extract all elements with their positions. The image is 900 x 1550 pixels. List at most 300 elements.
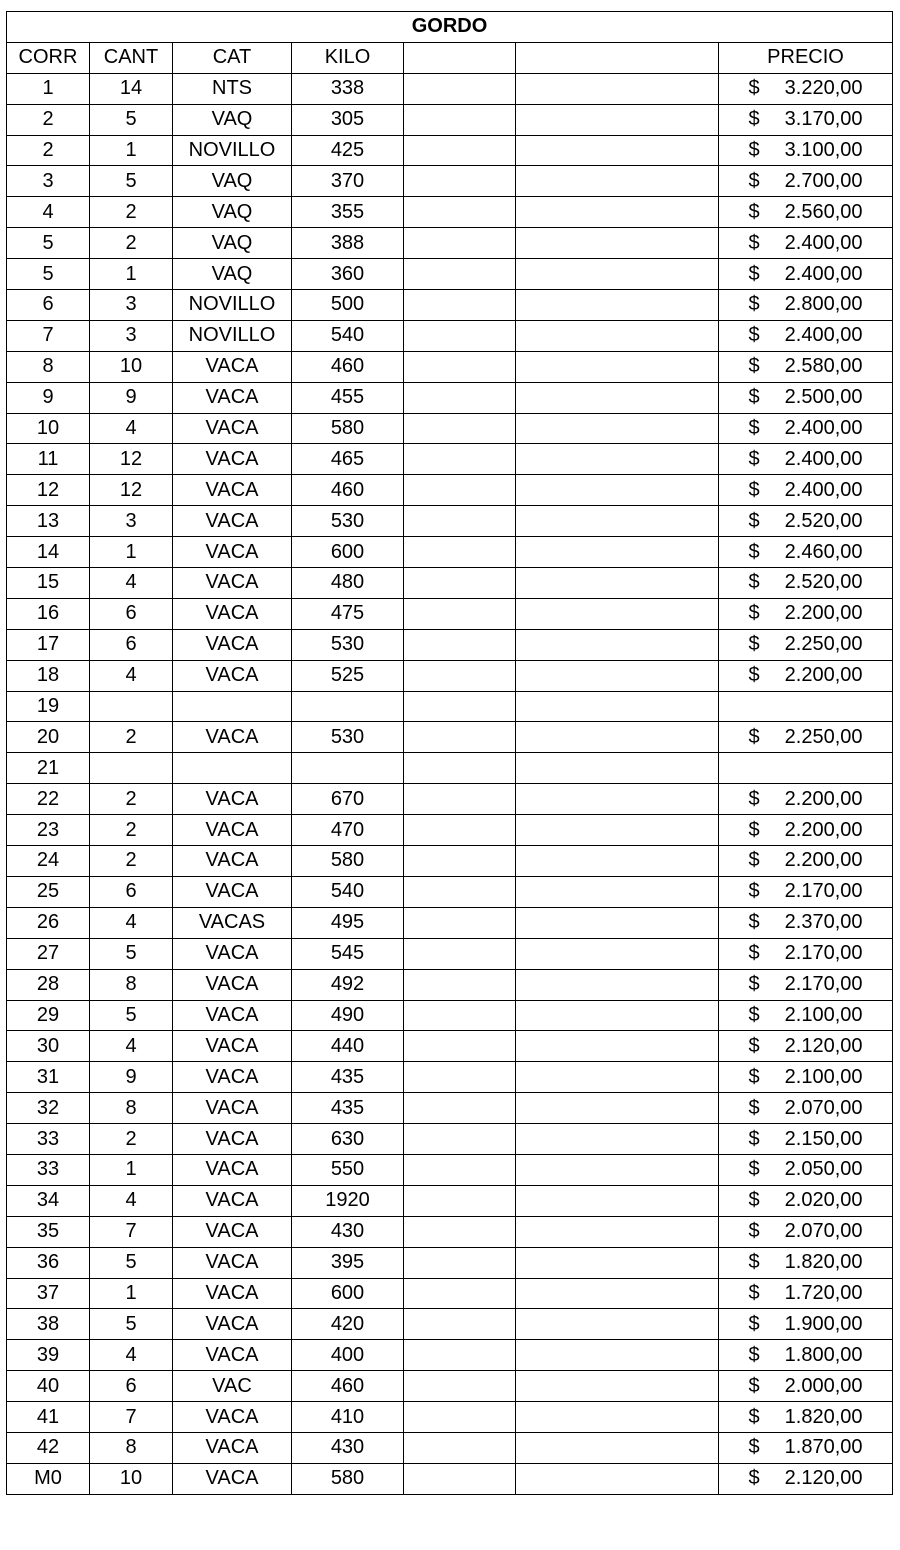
kilo-cell: 305 bbox=[292, 104, 404, 135]
corr-cell: 5 bbox=[7, 228, 90, 259]
kilo-cell: 600 bbox=[292, 537, 404, 568]
cat-cell: VACA bbox=[173, 1216, 292, 1247]
empty-cell bbox=[516, 1278, 719, 1309]
currency-symbol: $ bbox=[748, 1003, 760, 1026]
currency-symbol: $ bbox=[748, 324, 760, 347]
corr-cell: 3 bbox=[7, 166, 90, 197]
empty-cell bbox=[516, 1124, 719, 1155]
precio-cell bbox=[719, 1432, 893, 1463]
cant-cell: 2 bbox=[90, 228, 173, 259]
empty-cell bbox=[516, 1216, 719, 1247]
header-precio: PRECIO bbox=[719, 42, 893, 73]
kilo-cell: 430 bbox=[292, 1432, 404, 1463]
currency-symbol: $ bbox=[748, 1343, 760, 1366]
cat-cell: VACA bbox=[173, 1031, 292, 1062]
empty-cell bbox=[404, 598, 516, 629]
precio-cell bbox=[719, 290, 893, 321]
currency-symbol: $ bbox=[748, 633, 760, 656]
price-amount: 2.200,00 bbox=[784, 849, 863, 872]
table-row bbox=[7, 135, 893, 166]
empty-cell bbox=[516, 938, 719, 969]
price-amount: 2.200,00 bbox=[784, 664, 863, 687]
currency-symbol: $ bbox=[748, 478, 760, 501]
currency-symbol: $ bbox=[748, 447, 760, 470]
empty-cell bbox=[516, 1340, 719, 1371]
precio-cell bbox=[719, 382, 893, 413]
table-row bbox=[7, 660, 893, 691]
corr-cell: 24 bbox=[7, 846, 90, 877]
precio-cell bbox=[719, 815, 893, 846]
cant-cell: 2 bbox=[90, 197, 173, 228]
currency-symbol: $ bbox=[748, 1034, 760, 1057]
table-row bbox=[7, 722, 893, 753]
cant-cell: 3 bbox=[90, 506, 173, 537]
kilo-cell bbox=[292, 691, 404, 722]
price-amount: 2.100,00 bbox=[784, 1003, 863, 1026]
cant-cell: 6 bbox=[90, 629, 173, 660]
precio-cell bbox=[719, 568, 893, 599]
kilo-cell: 425 bbox=[292, 135, 404, 166]
corr-cell: 42 bbox=[7, 1432, 90, 1463]
empty-cell bbox=[516, 1154, 719, 1185]
table-row bbox=[7, 444, 893, 475]
corr-cell: 16 bbox=[7, 598, 90, 629]
table-row bbox=[7, 73, 893, 104]
price-amount: 1.870,00 bbox=[784, 1436, 863, 1459]
precio-cell bbox=[719, 259, 893, 290]
cat-cell: VAQ bbox=[173, 104, 292, 135]
price-amount: 2.250,00 bbox=[784, 633, 863, 656]
corr-cell: 36 bbox=[7, 1247, 90, 1278]
kilo-cell: 435 bbox=[292, 1062, 404, 1093]
precio-cell bbox=[719, 1031, 893, 1062]
precio-cell bbox=[719, 1309, 893, 1340]
currency-symbol: $ bbox=[748, 571, 760, 594]
empty-cell bbox=[516, 259, 719, 290]
cant-cell: 1 bbox=[90, 259, 173, 290]
price-amount: 2.370,00 bbox=[784, 911, 863, 934]
cant-cell bbox=[90, 691, 173, 722]
empty-cell bbox=[404, 1463, 516, 1494]
currency-symbol: $ bbox=[748, 1065, 760, 1088]
currency-symbol: $ bbox=[748, 200, 760, 223]
corr-cell: 41 bbox=[7, 1402, 90, 1433]
cat-cell: VACA bbox=[173, 475, 292, 506]
cant-cell: 1 bbox=[90, 135, 173, 166]
corr-cell: 2 bbox=[7, 104, 90, 135]
table-row bbox=[7, 1000, 893, 1031]
empty-cell bbox=[404, 568, 516, 599]
cat-cell: VACA bbox=[173, 1124, 292, 1155]
empty-cell bbox=[516, 228, 719, 259]
corr-cell: 9 bbox=[7, 382, 90, 413]
cant-cell: 6 bbox=[90, 876, 173, 907]
table-row bbox=[7, 1247, 893, 1278]
empty-cell bbox=[404, 1278, 516, 1309]
price-amount: 2.400,00 bbox=[784, 262, 863, 285]
corr-cell: 39 bbox=[7, 1340, 90, 1371]
cat-cell: VACA bbox=[173, 1154, 292, 1185]
cant-cell: 4 bbox=[90, 413, 173, 444]
cat-cell: VACA bbox=[173, 1093, 292, 1124]
price-amount: 2.200,00 bbox=[784, 787, 863, 810]
kilo-cell: 580 bbox=[292, 1463, 404, 1494]
empty-cell bbox=[404, 938, 516, 969]
price-amount: 2.070,00 bbox=[784, 1220, 863, 1243]
kilo-cell: 492 bbox=[292, 969, 404, 1000]
precio-cell bbox=[719, 722, 893, 753]
price-amount: 2.700,00 bbox=[784, 169, 863, 192]
corr-cell: 5 bbox=[7, 259, 90, 290]
currency-symbol: $ bbox=[748, 355, 760, 378]
table-row bbox=[7, 1062, 893, 1093]
empty-cell bbox=[404, 1154, 516, 1185]
empty-cell bbox=[516, 444, 719, 475]
empty-cell bbox=[404, 907, 516, 938]
table-row bbox=[7, 846, 893, 877]
table-title: GORDO bbox=[7, 12, 893, 43]
empty-cell bbox=[516, 1432, 719, 1463]
kilo-cell: 460 bbox=[292, 475, 404, 506]
cant-cell: 5 bbox=[90, 104, 173, 135]
price-amount: 1.900,00 bbox=[784, 1312, 863, 1335]
kilo-cell: 355 bbox=[292, 197, 404, 228]
corr-cell: 33 bbox=[7, 1154, 90, 1185]
price-amount: 2.170,00 bbox=[784, 880, 863, 903]
corr-cell: 32 bbox=[7, 1093, 90, 1124]
empty-cell bbox=[516, 753, 719, 784]
table-row bbox=[7, 413, 893, 444]
empty-cell bbox=[404, 320, 516, 351]
precio-cell bbox=[719, 1093, 893, 1124]
corr-cell: 10 bbox=[7, 413, 90, 444]
kilo-cell: 435 bbox=[292, 1093, 404, 1124]
kilo-cell: 530 bbox=[292, 722, 404, 753]
cat-cell: NTS bbox=[173, 73, 292, 104]
cat-cell bbox=[173, 691, 292, 722]
empty-cell bbox=[516, 1309, 719, 1340]
corr-cell: 40 bbox=[7, 1371, 90, 1402]
price-amount: 1.720,00 bbox=[784, 1281, 863, 1304]
currency-symbol: $ bbox=[748, 942, 760, 965]
header-corr: CORR bbox=[7, 42, 90, 73]
currency-symbol: $ bbox=[748, 725, 760, 748]
table-row bbox=[7, 290, 893, 321]
corr-cell: 17 bbox=[7, 629, 90, 660]
empty-cell bbox=[404, 691, 516, 722]
cant-cell: 2 bbox=[90, 1124, 173, 1155]
cant-cell: 12 bbox=[90, 475, 173, 506]
precio-cell bbox=[719, 135, 893, 166]
precio-cell bbox=[719, 1216, 893, 1247]
empty-cell bbox=[404, 1124, 516, 1155]
price-amount: 2.500,00 bbox=[784, 386, 863, 409]
corr-cell: 2 bbox=[7, 135, 90, 166]
empty-cell bbox=[404, 290, 516, 321]
cant-cell: 3 bbox=[90, 320, 173, 351]
price-amount: 2.400,00 bbox=[784, 478, 863, 501]
table-row bbox=[7, 969, 893, 1000]
cant-cell: 12 bbox=[90, 444, 173, 475]
table-row bbox=[7, 1031, 893, 1062]
cant-cell: 5 bbox=[90, 1309, 173, 1340]
table-row bbox=[7, 938, 893, 969]
empty-cell bbox=[404, 135, 516, 166]
table-row bbox=[7, 1185, 893, 1216]
price-amount: 2.120,00 bbox=[784, 1467, 863, 1490]
kilo-cell: 530 bbox=[292, 506, 404, 537]
table-row bbox=[7, 228, 893, 259]
price-amount: 2.020,00 bbox=[784, 1189, 863, 1212]
cat-cell: VACA bbox=[173, 537, 292, 568]
currency-symbol: $ bbox=[748, 1189, 760, 1212]
cant-cell: 1 bbox=[90, 537, 173, 568]
table-row bbox=[7, 691, 893, 722]
empty-cell bbox=[404, 1185, 516, 1216]
table-row bbox=[7, 1371, 893, 1402]
cat-cell: VACA bbox=[173, 876, 292, 907]
empty-cell bbox=[516, 598, 719, 629]
price-amount: 2.170,00 bbox=[784, 973, 863, 996]
kilo-cell: 495 bbox=[292, 907, 404, 938]
empty-cell bbox=[516, 1371, 719, 1402]
cant-cell: 6 bbox=[90, 598, 173, 629]
price-amount: 2.400,00 bbox=[784, 324, 863, 347]
price-amount: 1.820,00 bbox=[784, 1251, 863, 1274]
cat-cell: VACA bbox=[173, 1062, 292, 1093]
empty-cell bbox=[404, 228, 516, 259]
kilo-cell: 580 bbox=[292, 846, 404, 877]
precio-cell bbox=[719, 753, 893, 784]
corr-cell: 19 bbox=[7, 691, 90, 722]
kilo-cell: 540 bbox=[292, 876, 404, 907]
empty-cell bbox=[516, 1463, 719, 1494]
empty-cell bbox=[516, 691, 719, 722]
cat-cell: VAQ bbox=[173, 197, 292, 228]
cant-cell bbox=[90, 753, 173, 784]
currency-symbol: $ bbox=[748, 1127, 760, 1150]
corr-cell: 28 bbox=[7, 969, 90, 1000]
kilo-cell: 490 bbox=[292, 1000, 404, 1031]
currency-symbol: $ bbox=[748, 540, 760, 563]
corr-cell: 33 bbox=[7, 1124, 90, 1155]
cant-cell: 8 bbox=[90, 969, 173, 1000]
empty-cell bbox=[404, 1340, 516, 1371]
cant-cell: 1 bbox=[90, 1154, 173, 1185]
kilo-cell: 630 bbox=[292, 1124, 404, 1155]
corr-cell: 20 bbox=[7, 722, 90, 753]
empty-cell bbox=[404, 475, 516, 506]
kilo-cell: 530 bbox=[292, 629, 404, 660]
currency-symbol: $ bbox=[748, 262, 760, 285]
cat-cell: VACA bbox=[173, 568, 292, 599]
header-cat: CAT bbox=[173, 42, 292, 73]
empty-cell bbox=[404, 166, 516, 197]
price-amount: 2.170,00 bbox=[784, 942, 863, 965]
corr-cell: 35 bbox=[7, 1216, 90, 1247]
cat-cell: VAQ bbox=[173, 166, 292, 197]
empty-cell bbox=[404, 1371, 516, 1402]
currency-symbol: $ bbox=[748, 108, 760, 131]
precio-cell bbox=[719, 475, 893, 506]
currency-symbol: $ bbox=[748, 1096, 760, 1119]
corr-cell: 31 bbox=[7, 1062, 90, 1093]
precio-cell bbox=[719, 1371, 893, 1402]
empty-cell bbox=[404, 382, 516, 413]
empty-cell bbox=[516, 197, 719, 228]
precio-cell bbox=[719, 73, 893, 104]
empty-cell bbox=[516, 722, 719, 753]
precio-cell bbox=[719, 1185, 893, 1216]
table-row bbox=[7, 907, 893, 938]
kilo-cell: 430 bbox=[292, 1216, 404, 1247]
price-amount: 2.120,00 bbox=[784, 1034, 863, 1057]
cant-cell: 4 bbox=[90, 660, 173, 691]
empty-cell bbox=[404, 969, 516, 1000]
kilo-cell: 545 bbox=[292, 938, 404, 969]
header-blank-1 bbox=[404, 42, 516, 73]
currency-symbol: $ bbox=[748, 1281, 760, 1304]
empty-cell bbox=[516, 1093, 719, 1124]
price-amount: 2.400,00 bbox=[784, 417, 863, 440]
empty-cell bbox=[404, 1093, 516, 1124]
currency-symbol: $ bbox=[748, 231, 760, 254]
cant-cell: 2 bbox=[90, 784, 173, 815]
precio-cell bbox=[719, 598, 893, 629]
price-table bbox=[6, 11, 893, 1495]
empty-cell bbox=[516, 815, 719, 846]
price-amount: 2.560,00 bbox=[784, 200, 863, 223]
cat-cell: VACA bbox=[173, 846, 292, 877]
precio-cell bbox=[719, 351, 893, 382]
currency-symbol: $ bbox=[748, 787, 760, 810]
corr-cell: 22 bbox=[7, 784, 90, 815]
empty-cell bbox=[404, 1031, 516, 1062]
cat-cell: VACA bbox=[173, 722, 292, 753]
price-amount: 2.200,00 bbox=[784, 602, 863, 625]
kilo-cell: 388 bbox=[292, 228, 404, 259]
cat-cell: NOVILLO bbox=[173, 320, 292, 351]
empty-cell bbox=[404, 506, 516, 537]
table-row bbox=[7, 1216, 893, 1247]
kilo-cell: 480 bbox=[292, 568, 404, 599]
empty-cell bbox=[404, 1247, 516, 1278]
kilo-cell: 465 bbox=[292, 444, 404, 475]
cat-cell: VACA bbox=[173, 784, 292, 815]
table-row bbox=[7, 1402, 893, 1433]
cant-cell: 2 bbox=[90, 846, 173, 877]
price-amount: 3.170,00 bbox=[784, 108, 863, 131]
corr-cell: 13 bbox=[7, 506, 90, 537]
header-row bbox=[7, 42, 893, 73]
cat-cell: VACA bbox=[173, 444, 292, 475]
precio-cell bbox=[719, 1402, 893, 1433]
precio-cell bbox=[719, 166, 893, 197]
kilo-cell: 370 bbox=[292, 166, 404, 197]
currency-symbol: $ bbox=[748, 169, 760, 192]
empty-cell bbox=[516, 475, 719, 506]
currency-symbol: $ bbox=[748, 1467, 760, 1490]
price-amount: 2.250,00 bbox=[784, 725, 863, 748]
kilo-cell: 400 bbox=[292, 1340, 404, 1371]
table-row bbox=[7, 784, 893, 815]
currency-symbol: $ bbox=[748, 911, 760, 934]
corr-cell: 15 bbox=[7, 568, 90, 599]
table-row bbox=[7, 382, 893, 413]
precio-cell bbox=[719, 907, 893, 938]
cat-cell: VAC bbox=[173, 1371, 292, 1402]
kilo-cell: 410 bbox=[292, 1402, 404, 1433]
cant-cell: 10 bbox=[90, 351, 173, 382]
empty-cell bbox=[404, 846, 516, 877]
empty-cell bbox=[516, 784, 719, 815]
precio-cell bbox=[719, 1124, 893, 1155]
table-row bbox=[7, 197, 893, 228]
corr-cell: M0 bbox=[7, 1463, 90, 1494]
precio-cell bbox=[719, 1154, 893, 1185]
currency-symbol: $ bbox=[748, 818, 760, 841]
currency-symbol: $ bbox=[748, 1158, 760, 1181]
price-amount: 3.100,00 bbox=[784, 139, 863, 161]
kilo-cell: 440 bbox=[292, 1031, 404, 1062]
empty-cell bbox=[404, 104, 516, 135]
cant-cell: 10 bbox=[90, 1463, 173, 1494]
price-amount: 2.400,00 bbox=[784, 447, 863, 470]
empty-cell bbox=[516, 846, 719, 877]
cant-cell: 7 bbox=[90, 1216, 173, 1247]
cat-cell: VACA bbox=[173, 506, 292, 537]
cant-cell: 4 bbox=[90, 1031, 173, 1062]
empty-cell bbox=[516, 73, 719, 104]
empty-cell bbox=[516, 1031, 719, 1062]
cant-cell: 3 bbox=[90, 290, 173, 321]
currency-symbol: $ bbox=[748, 417, 760, 440]
header-blank-2 bbox=[516, 42, 719, 73]
currency-symbol: $ bbox=[748, 1251, 760, 1274]
kilo-cell: 338 bbox=[292, 73, 404, 104]
empty-cell bbox=[404, 722, 516, 753]
cat-cell: VACA bbox=[173, 629, 292, 660]
empty-cell bbox=[404, 413, 516, 444]
empty-cell bbox=[404, 660, 516, 691]
kilo-cell: 580 bbox=[292, 413, 404, 444]
price-amount: 2.150,00 bbox=[784, 1127, 863, 1150]
cant-cell: 4 bbox=[90, 1340, 173, 1371]
cat-cell: VACA bbox=[173, 1463, 292, 1494]
empty-cell bbox=[516, 320, 719, 351]
cat-cell: VACA bbox=[173, 1432, 292, 1463]
precio-cell bbox=[719, 197, 893, 228]
cat-cell: VACA bbox=[173, 1402, 292, 1433]
currency-symbol: $ bbox=[748, 386, 760, 409]
kilo-cell: 360 bbox=[292, 259, 404, 290]
empty-cell bbox=[516, 413, 719, 444]
price-amount: 2.800,00 bbox=[784, 293, 863, 316]
empty-cell bbox=[404, 197, 516, 228]
empty-cell bbox=[516, 135, 719, 166]
precio-cell bbox=[719, 320, 893, 351]
empty-cell bbox=[516, 166, 719, 197]
cant-cell: 9 bbox=[90, 382, 173, 413]
price-amount: 2.100,00 bbox=[784, 1065, 863, 1088]
cat-cell: VACA bbox=[173, 1278, 292, 1309]
empty-cell bbox=[404, 351, 516, 382]
kilo-cell: 540 bbox=[292, 320, 404, 351]
cat-cell: VAQ bbox=[173, 228, 292, 259]
corr-cell: 7 bbox=[7, 320, 90, 351]
table-body bbox=[7, 73, 893, 1494]
empty-cell bbox=[404, 259, 516, 290]
